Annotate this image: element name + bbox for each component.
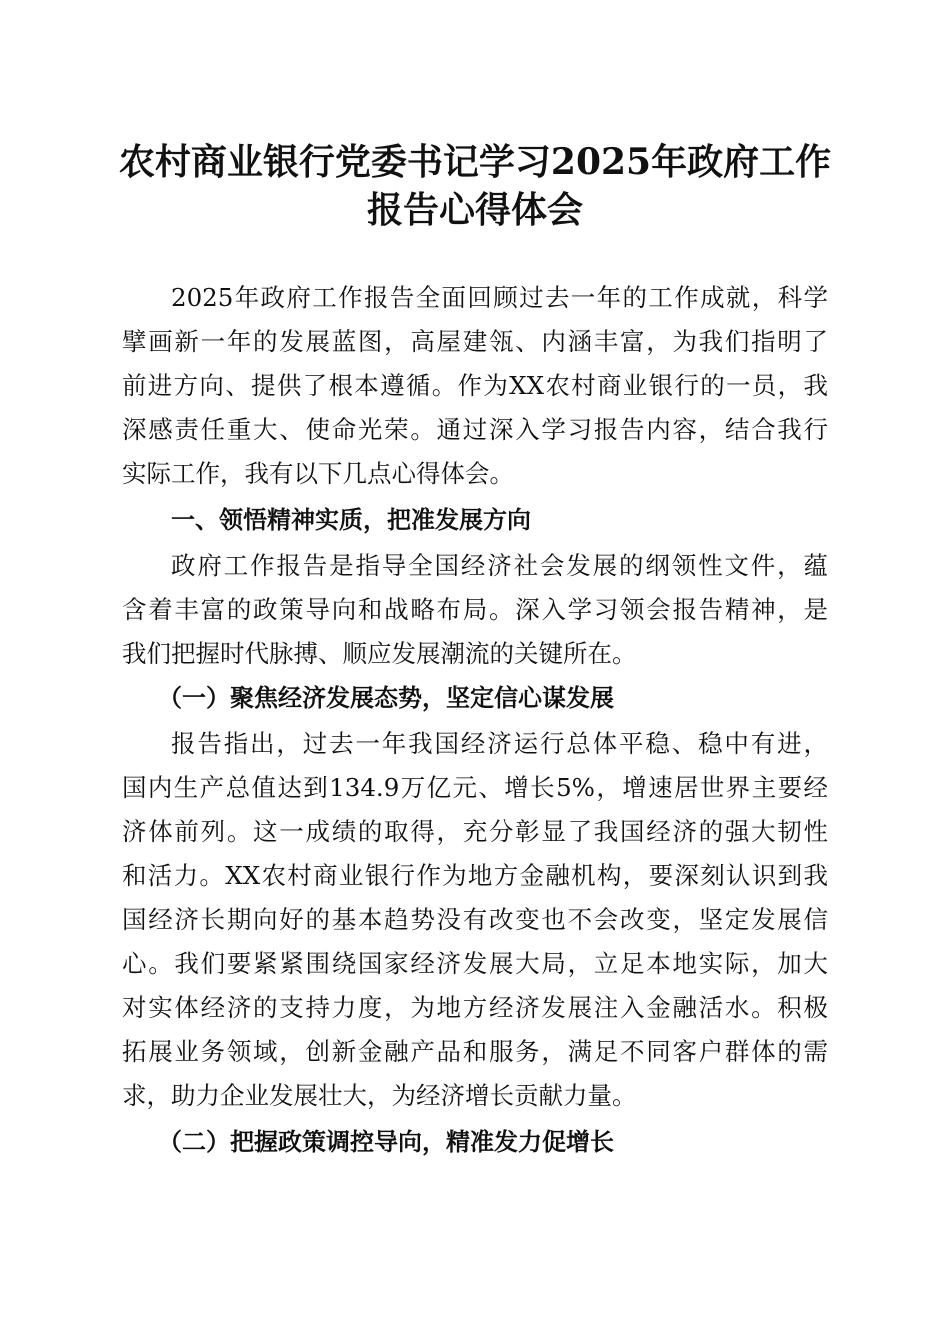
paragraph-1-line-3: 前进方向、提供了根本遵循。作为XX农村商业银行的一员，我	[122, 371, 828, 400]
document-title-line-2: 报告心得体会	[366, 189, 583, 231]
section-heading-1: 一、领悟精神实质，把准发展方向	[171, 506, 531, 534]
paragraph-3-line-7: 对实体经济的支持力度，为地方经济发展注入金融活水。积极	[122, 993, 828, 1022]
paragraph-3-line-1: 报告指出，过去一年我国经济运行总体平稳、稳中有进，	[171, 729, 828, 758]
paragraph-3-line-5: 国经济长期向好的基本趋势没有改变也不会改变，坚定发展信	[122, 905, 828, 934]
paragraph-3-line-2: 国内生产总值达到134.9万亿元、增长5%，增速居世界主要经	[122, 773, 828, 802]
paragraph-3-line-3: 济体前列。这一成绩的取得，充分彰显了我国经济的强大韧性	[122, 817, 828, 846]
paragraph-2-line-2: 含着丰富的政策导向和战略布局。深入学习领会报告精神，是	[122, 595, 828, 624]
paragraph-3-line-6: 心。我们要紧紧围绕国家经济发展大局，立足本地实际，加大	[122, 949, 828, 978]
paragraph-3-line-8: 拓展业务领域，创新金融产品和服务，满足不同客户群体的需	[122, 1037, 828, 1066]
paragraph-1-line-4: 深感责任重大、使命光荣。通过深入学习报告内容，结合我行	[122, 415, 828, 444]
paragraph-1-line-2: 擘画新一年的发展蓝图，高屋建瓴、内涵丰富，为我们指明了	[122, 327, 828, 356]
paragraph-2-line-3: 我们把握时代脉搏、顺应发展潮流的关键所在。	[122, 639, 637, 668]
paragraph-1-line-5: 实际工作，我有以下几点心得体会。	[122, 459, 514, 488]
paragraph-2-line-1: 政府工作报告是指导全国经济社会发展的纲领性文件，蕴	[171, 551, 828, 580]
paragraph-1-line-1: 2025年政府工作报告全面回顾过去一年的工作成就，科学	[171, 283, 828, 312]
paragraph-3-line-9: 求，助力企业发展壮大，为经济增长贡献力量。	[122, 1081, 637, 1110]
paragraph-3-line-4: 和活力。XX农村商业银行作为地方金融机构，要深刻认识到我	[122, 861, 828, 890]
document-title-line-1: 农村商业银行党委书记学习2025年政府工作	[118, 141, 832, 183]
subsection-heading-1: （一）聚焦经济发展态势，坚定信心谋发展	[158, 683, 614, 712]
subsection-heading-2: （二）把握政策调控导向，精准发力促增长	[158, 1127, 614, 1156]
